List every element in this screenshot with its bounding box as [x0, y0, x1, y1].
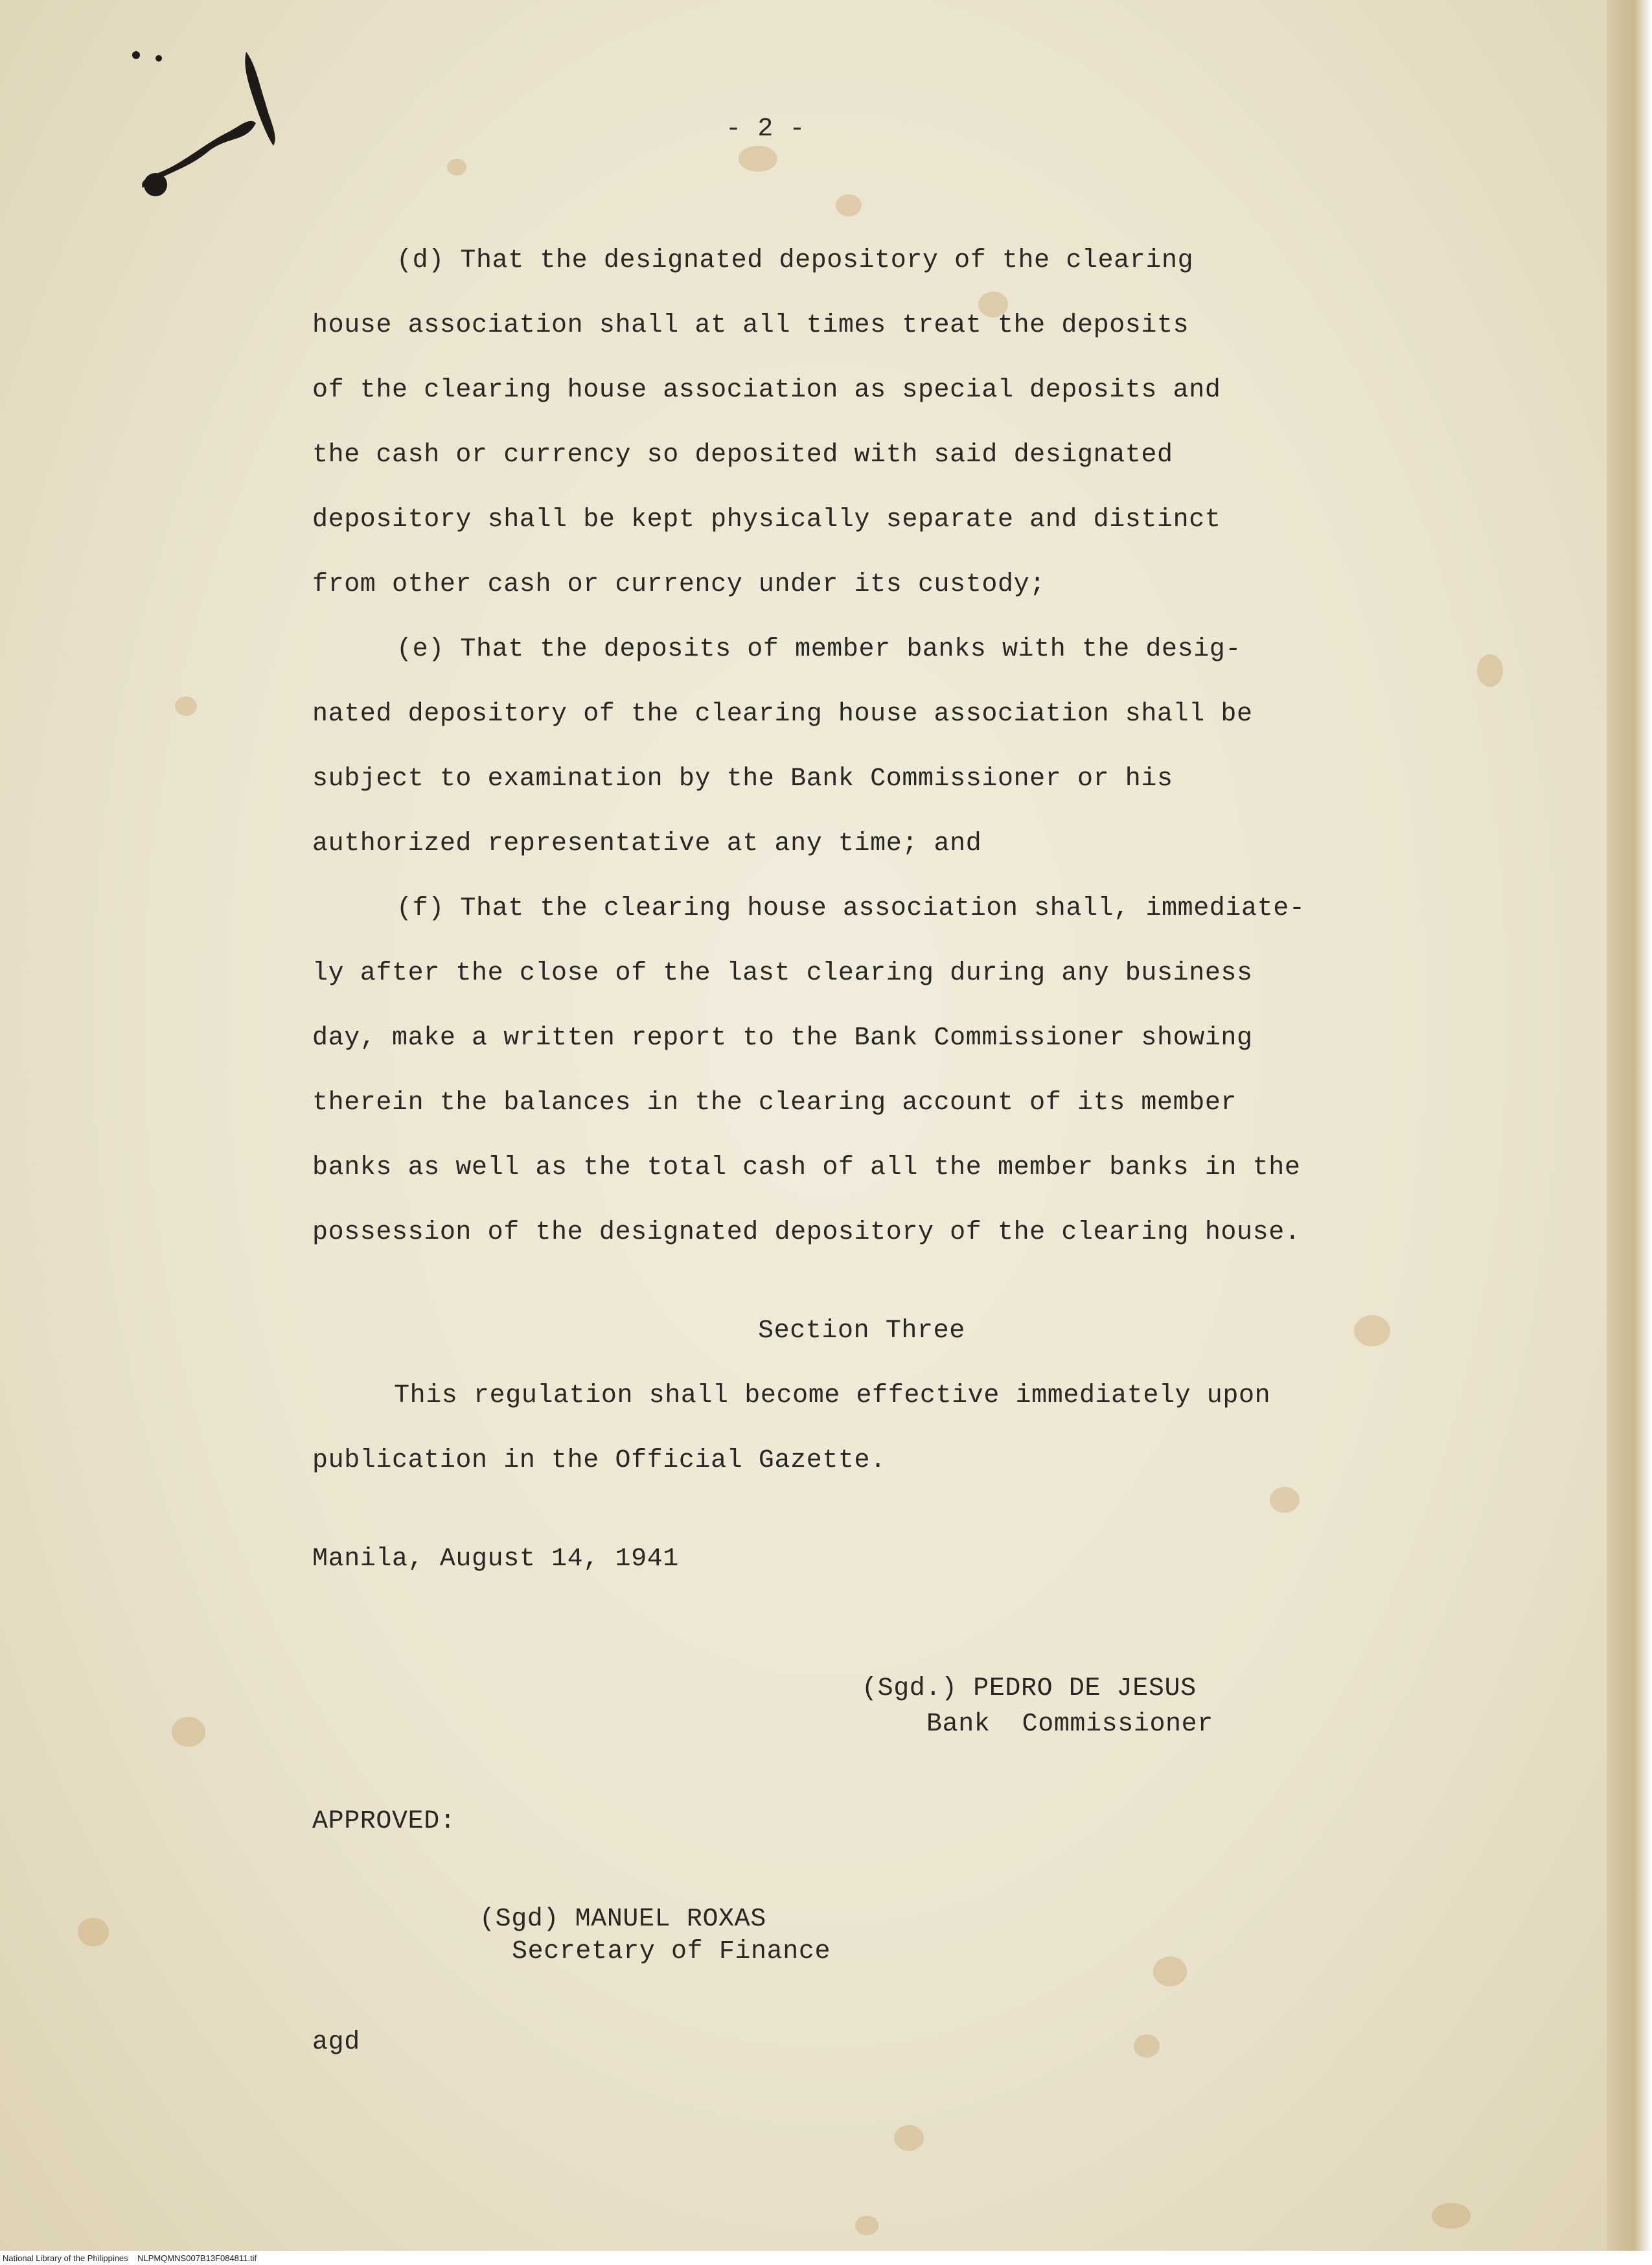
foxing-stain [1153, 1957, 1187, 1986]
paragraph-e-line: (e) That the deposits of member banks with the desig- [396, 635, 1242, 664]
paragraph-e-line: subject to examination by the Bank Commissioner or his [312, 765, 1173, 794]
foxing-stain [1270, 1487, 1300, 1513]
paragraph-e-line: authorized representative at any time; and [312, 829, 982, 858]
paragraph-d-line: of the clearing house association as special deposits and [312, 376, 1221, 405]
paragraph-d-line: house association shall at all times treat the deposits [312, 311, 1189, 340]
foxing-stain [1134, 2034, 1160, 2058]
foxing-stain [78, 1918, 109, 1946]
foxing-stain [739, 146, 777, 172]
torn-page-edge [1607, 0, 1652, 2265]
paragraph-d-line: (d) That the designated depository of the clearing [396, 246, 1194, 275]
foxing-stain [855, 2216, 878, 2235]
paragraph-e-line: nated depository of the clearing house association shall be [312, 700, 1253, 729]
foxing-stain [1477, 654, 1503, 687]
foxing-stain [447, 159, 466, 176]
ink-blot-mark [117, 39, 292, 207]
signatory-1-name: (Sgd.) PEDRO DE JESUS [862, 1674, 1197, 1703]
paragraph-f-line: ly after the close of the last clearing during any business [312, 959, 1253, 988]
paragraph-f-line: therein the balances in the clearing account of its member [312, 1088, 1237, 1118]
paragraph-d-line: from other cash or currency under its custody; [312, 570, 1046, 599]
signatory-2-title: Secretary of Finance [512, 1937, 831, 1966]
section-text-line: publication in the Official Gazette. [312, 1446, 886, 1475]
foxing-stain [1354, 1315, 1390, 1346]
foxing-stain [894, 2125, 924, 2151]
foxing-stain [1432, 2203, 1471, 2229]
scan-footer-label: National Library of the Philippines NLPMQMNS007B13F084811.tif [3, 2253, 257, 2263]
paragraph-f-line: day, make a written report to the Bank Commissioner showing [312, 1024, 1253, 1053]
signatory-2-name: (Sgd) MANUEL ROXAS [479, 1905, 766, 1934]
section-text-line: This regulation shall become effective immediately upon [394, 1381, 1271, 1410]
signatory-1-title: Bank Commissioner [926, 1710, 1213, 1739]
place-date: Manila, August 14, 1941 [312, 1545, 679, 1574]
paragraph-f-line: banks as well as the total cash of all the member banks in the [312, 1153, 1301, 1182]
approved-label: APPROVED: [312, 1807, 456, 1836]
paragraph-d-line: depository shall be kept physically separate and distinct [312, 505, 1221, 535]
paragraph-f-line: possession of the designated depository of the clearing house. [312, 1218, 1301, 1247]
typist-initials: agd [312, 2028, 360, 2057]
foxing-stain [175, 696, 197, 716]
foxing-stain [836, 194, 862, 216]
foxing-stain [172, 1717, 205, 1747]
paragraph-f-line: (f) That the clearing house association shall, immediate- [396, 894, 1305, 923]
page-number: - 2 - [726, 115, 806, 144]
section-heading: Section Three [758, 1316, 965, 1346]
paragraph-d-line: the cash or currency so deposited with said designated [312, 441, 1173, 470]
